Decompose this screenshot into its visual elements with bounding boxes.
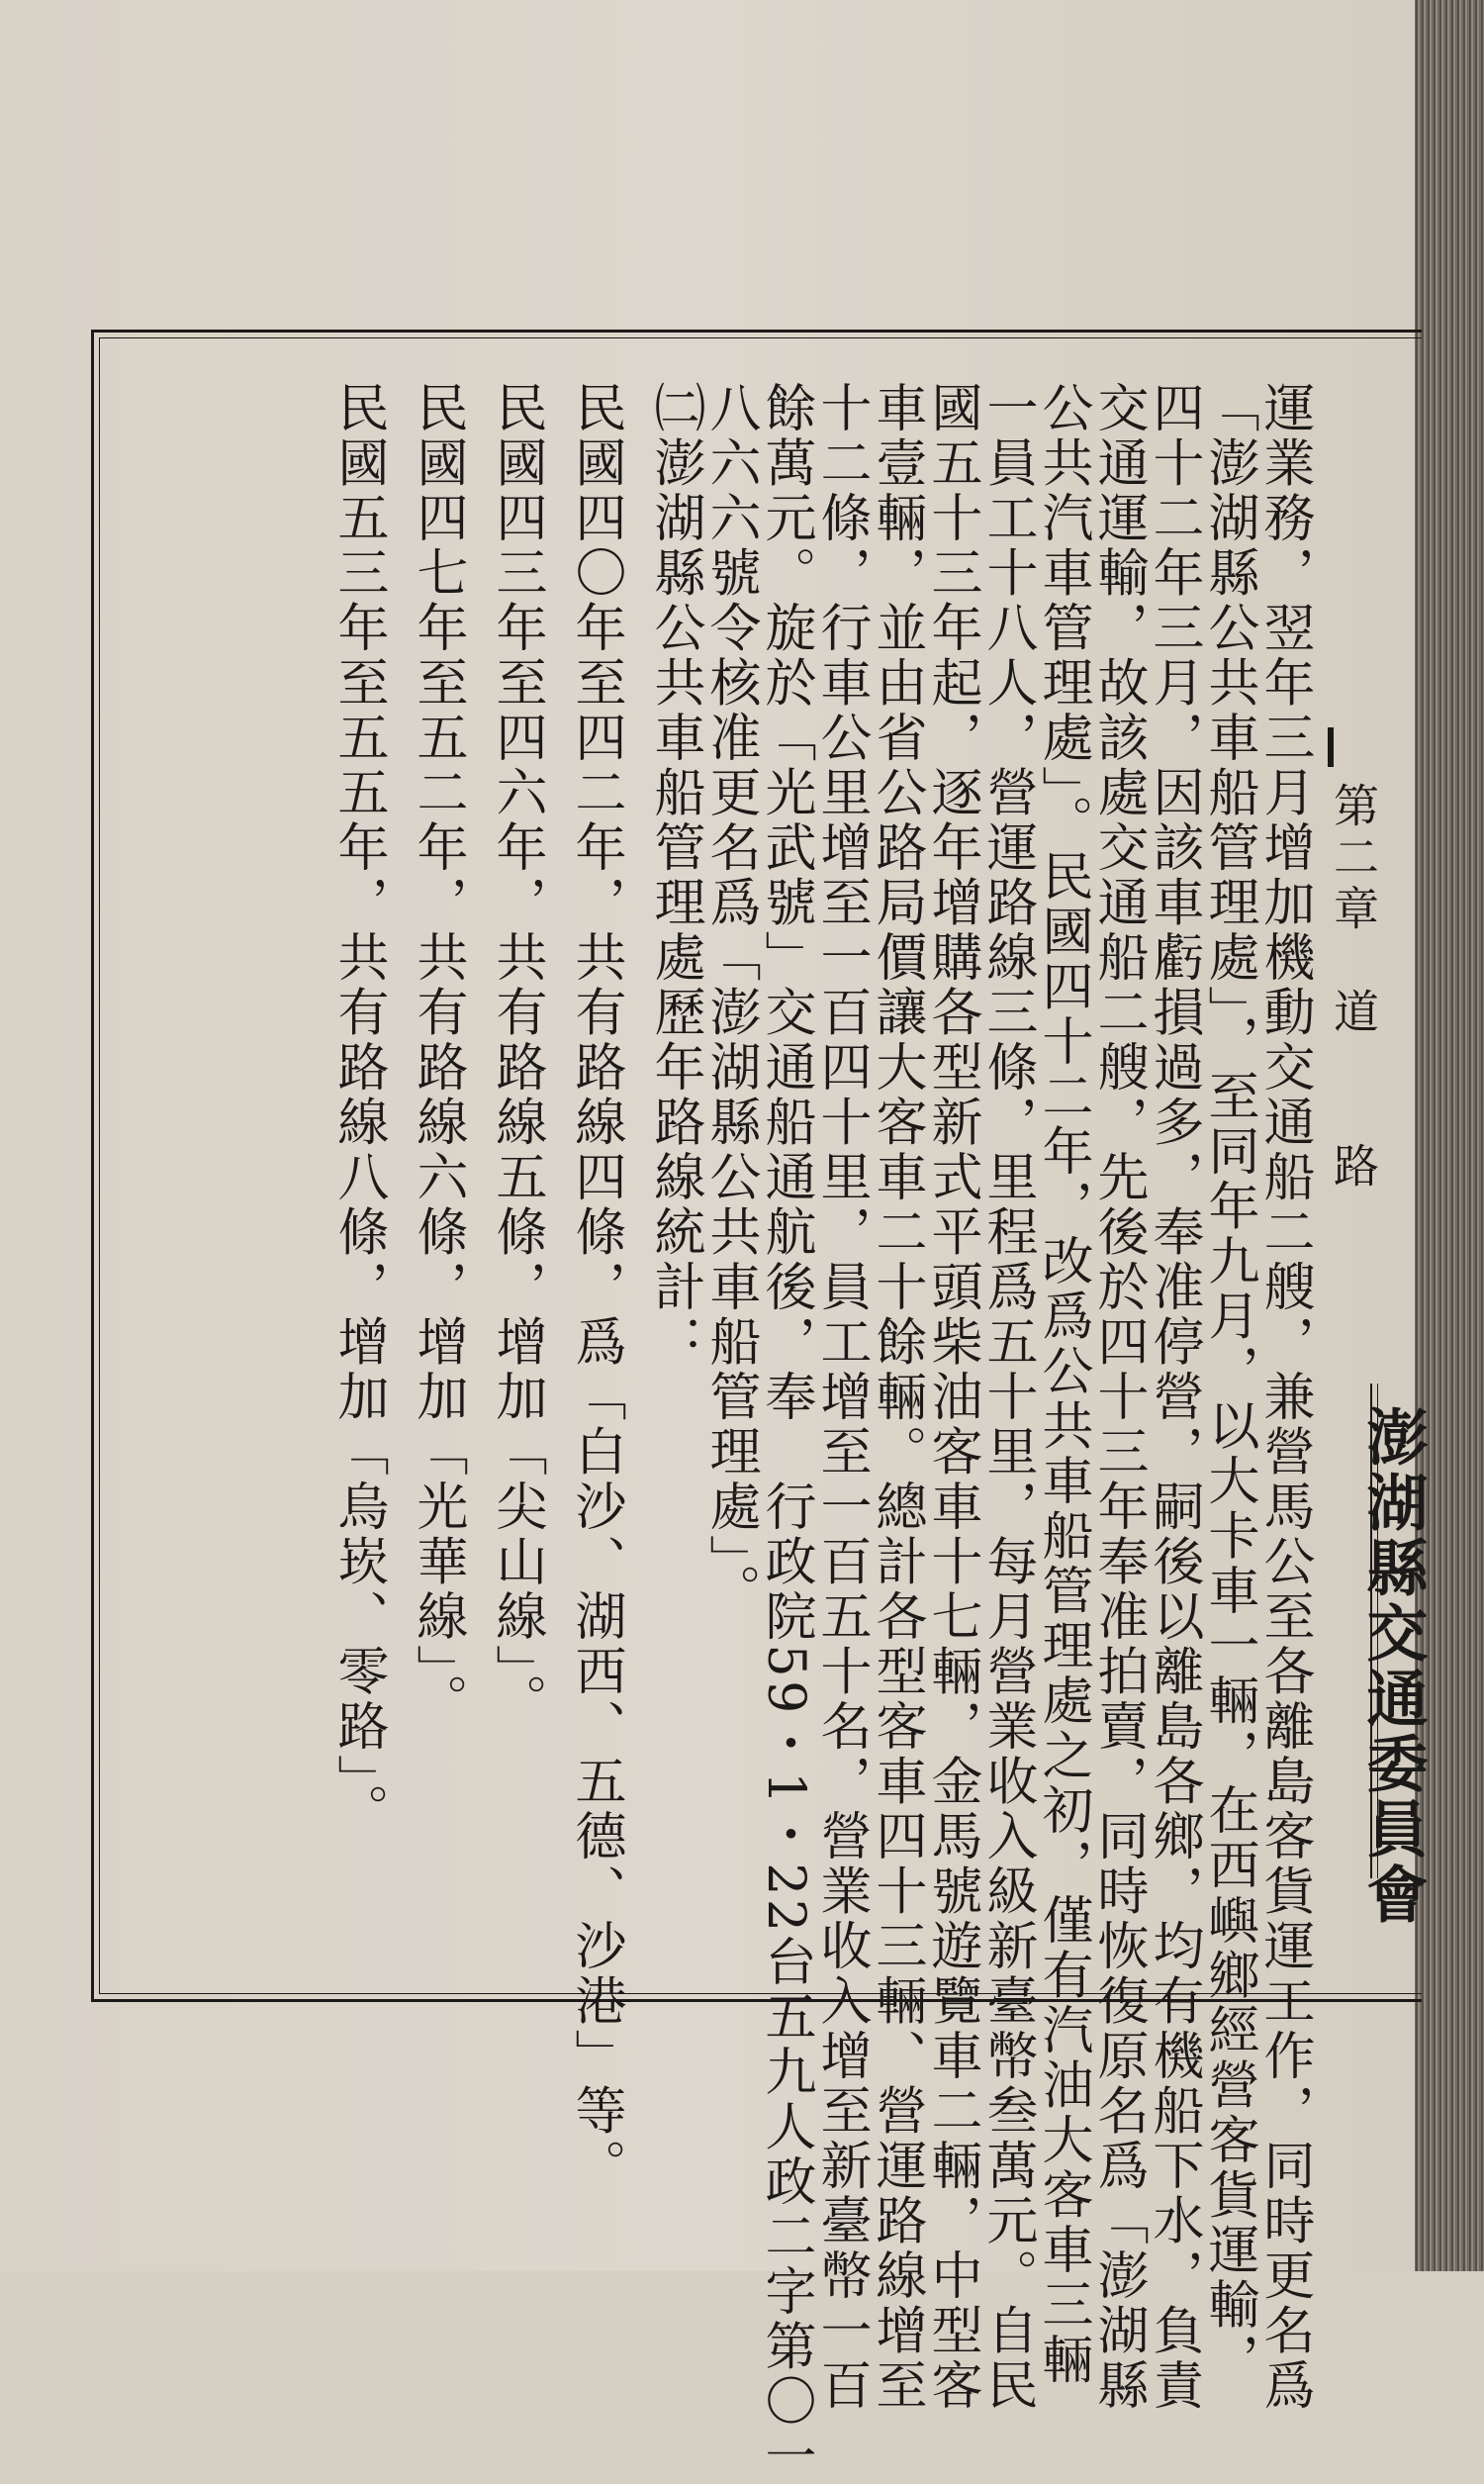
text-column: 「澎湖縣公共車船管理處」，至同年九月，以大卡車一輛，在西嶼鄉經營客貨運輸， <box>1199 381 1258 2388</box>
text-column: 交通運輸，故該處交通船二艘，先後於四十三年奉准拍賣，同時恢復原名爲「澎湖縣 <box>1088 381 1148 2414</box>
text-column: 十二條，行車公里增至一百四十里，員工增至一百五十名，營業收入增至新臺幣一百 <box>811 381 871 2414</box>
header-marker <box>1328 727 1334 767</box>
text-column: 餘萬元。旋於「光武號」交通船通航後，奉 行政院59・1・22台五九人政二字第〇一 <box>756 381 815 2484</box>
book-title: 澎湖縣交通委員會 <box>1356 1405 1429 1928</box>
text-column: 國五十三年起，逐年增購各型新式平頭柴油客車十七輛，金馬號遊覽車二輛，中型客 <box>922 381 981 2414</box>
text-column: 四十二年三月，因該車虧損過多，奉准停營，嗣後以離島各鄉，均有機船下水，負責 <box>1144 381 1203 2414</box>
text-column: 公共汽車管理處」。民國四十二年，改爲公共車船管理處之初，僅有汽油大客車三輛 <box>1033 381 1092 2388</box>
route-stat-item: 民國四七年至五二年，共有路線六條，增加「光華線」。 <box>408 381 467 1729</box>
route-stat-item: 民國四三年至四六年，共有路線五條，增加「尖山線」。 <box>487 381 546 1729</box>
text-column: 車壹輛，並由省公路局價讓大客車二十餘輛。總計各型客車四十三輛、營運路線增至 <box>867 381 926 2414</box>
text-column: 運業務，翌年三月增加機動交通船二艘，兼營馬公至各離島客貨運工作，同時更名爲 <box>1254 381 1314 2414</box>
vertical-text-block <box>129 381 1314 2484</box>
route-stat-item: 民國四〇年至四二年，共有路線四條，爲「白沙、湖西、五德、沙港」等。 <box>566 381 625 2194</box>
page-edge-stack <box>1415 0 1484 2271</box>
text-column: 八六六號令核准更名爲「澎湖縣公共車船管理處」。 <box>700 381 760 1619</box>
route-stat-item: 民國五三年至五五年，共有路線八條，增加「烏崁、零路」。 <box>328 381 388 1839</box>
text-column: 一員工十八人，營運路線三條，里程爲五十里，每月營業收入級新臺幣叁萬元。自民 <box>977 381 1037 2414</box>
section-heading: ㈡澎湖縣公共車船管理處歷年路線統計： <box>645 381 704 1370</box>
running-head: 第二章 道 路 <box>1327 782 1380 1194</box>
